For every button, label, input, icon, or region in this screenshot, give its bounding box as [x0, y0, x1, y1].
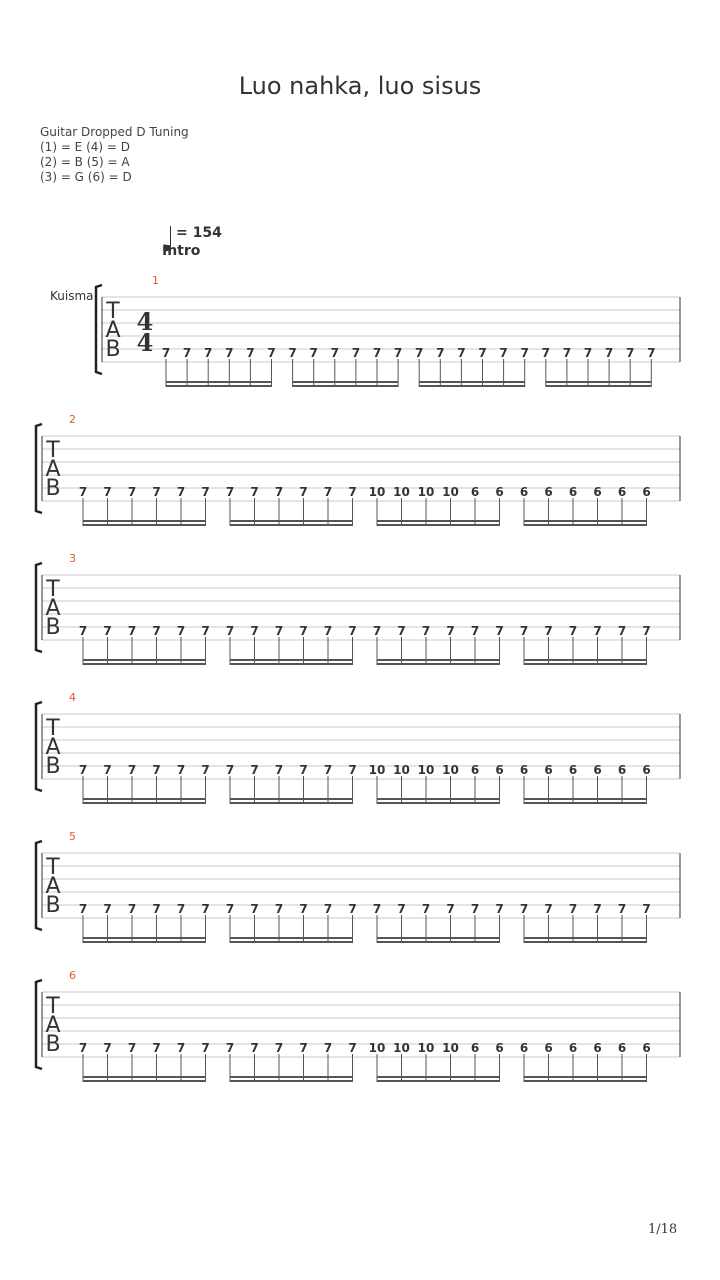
fret-number: 7 [478, 346, 487, 360]
fret-number: 7 [127, 485, 137, 499]
instrument-name: Kuisma [50, 289, 94, 303]
fret-number: 7 [520, 346, 529, 360]
fret-number: 7 [562, 346, 572, 360]
fret-number: 6 [617, 1041, 627, 1055]
fret-number: 7 [246, 346, 255, 360]
fret-number: 6 [495, 485, 504, 499]
system-bracket [36, 841, 42, 930]
fret-number: 7 [446, 902, 455, 916]
fret-number: 6 [544, 485, 553, 499]
fret-number: 6 [617, 763, 627, 777]
tuning-line-3: (3) = G (6) = D [40, 170, 132, 184]
fret-number: 7 [626, 346, 635, 360]
fret-number: 7 [103, 902, 112, 916]
fret-number: 7 [519, 624, 529, 638]
fret-number: 7 [348, 902, 357, 916]
tab-clef-t: T [46, 716, 60, 741]
fret-number: 7 [152, 1041, 161, 1055]
fret-number: 7 [348, 1041, 357, 1055]
fret-number: 7 [274, 763, 284, 777]
fret-number: 7 [78, 485, 88, 499]
tempo-value: = 154 [176, 225, 222, 241]
tab-clef-t: T [46, 577, 60, 602]
fret-number: 7 [568, 902, 578, 916]
fret-number: 7 [604, 346, 614, 360]
fret-number: 7 [642, 902, 651, 916]
fret-number: 7 [152, 902, 161, 916]
fret-number: 7 [225, 346, 234, 360]
time-signature-numerator: 4 [136, 307, 154, 336]
tab-clef-b: B [45, 893, 61, 918]
fret-number: 7 [457, 346, 466, 360]
fret-number: 6 [568, 485, 578, 499]
fret-number: 6 [470, 1041, 480, 1055]
fret-number: 7 [176, 624, 186, 638]
page-number: 1/18 [648, 1222, 678, 1237]
section-marker: Intro [162, 243, 201, 259]
fret-number: 10 [393, 485, 410, 499]
fret-number: 7 [541, 346, 550, 360]
fret-number: 10 [417, 763, 435, 777]
fret-number: 6 [470, 763, 480, 777]
fret-number: 7 [348, 763, 357, 777]
fret-number: 7 [267, 346, 276, 360]
song-title: Luo nahka, luo sisus [238, 72, 482, 100]
measure-number: 6 [69, 969, 76, 982]
fret-number: 6 [519, 485, 529, 499]
fret-number: 6 [470, 485, 480, 499]
fret-number: 7 [372, 624, 382, 638]
fret-number: 7 [415, 346, 424, 360]
fret-number: 7 [103, 1041, 112, 1055]
time-signature-denominator: 4 [136, 328, 154, 357]
fret-number: 6 [642, 1041, 651, 1055]
fret-number: 6 [544, 763, 553, 777]
fret-number: 6 [593, 763, 602, 777]
system-bracket [36, 980, 42, 1069]
fret-number: 7 [78, 1041, 88, 1055]
fret-number: 7 [593, 624, 602, 638]
tab-clef-t: T [46, 855, 60, 880]
fret-number: 7 [593, 902, 602, 916]
fret-number: 7 [393, 346, 403, 360]
fret-number: 7 [470, 624, 480, 638]
fret-number: 7 [299, 902, 308, 916]
fret-number: 7 [176, 1041, 186, 1055]
measure-number: 1 [152, 274, 159, 287]
fret-number: 10 [442, 1041, 459, 1055]
tab-clef-a: A [45, 735, 61, 760]
fret-number: 7 [161, 346, 171, 360]
fret-number: 7 [299, 485, 308, 499]
fret-number: 6 [519, 763, 529, 777]
fret-number: 7 [176, 902, 186, 916]
fret-number: 10 [368, 1041, 386, 1055]
fret-number: 7 [225, 902, 235, 916]
tab-clef-a: A [45, 1013, 61, 1038]
fret-number: 6 [519, 1041, 529, 1055]
fret-number: 7 [351, 346, 361, 360]
fret-number: 6 [593, 1041, 602, 1055]
fret-number: 7 [274, 902, 284, 916]
fret-number: 7 [348, 485, 357, 499]
fret-number: 7 [176, 485, 186, 499]
fret-number: 10 [393, 763, 410, 777]
fret-number: 7 [250, 1041, 259, 1055]
tab-clef-t: T [46, 438, 60, 463]
fret-number: 7 [176, 763, 186, 777]
fret-number: 6 [593, 485, 602, 499]
fret-number: 7 [127, 902, 137, 916]
fret-number: 7 [299, 624, 308, 638]
fret-number: 7 [250, 763, 259, 777]
fret-number: 7 [78, 624, 88, 638]
measure-number: 3 [69, 552, 76, 565]
system-bracket [36, 563, 42, 652]
fret-number: 7 [323, 624, 333, 638]
fret-number: 7 [568, 624, 578, 638]
tab-clef-a: A [105, 318, 121, 343]
fret-number: 7 [127, 1041, 137, 1055]
fret-number: 7 [470, 902, 480, 916]
fret-number: 10 [417, 1041, 435, 1055]
system-bracket [96, 285, 102, 374]
fret-number: 7 [583, 346, 593, 360]
fret-number: 10 [417, 485, 435, 499]
fret-number: 7 [103, 763, 112, 777]
fret-number: 7 [250, 902, 259, 916]
fret-number: 7 [250, 624, 259, 638]
fret-number: 7 [642, 624, 651, 638]
fret-number: 7 [274, 624, 284, 638]
fret-number: 7 [274, 485, 284, 499]
fret-number: 7 [78, 902, 88, 916]
fret-number: 7 [274, 1041, 284, 1055]
fret-number: 7 [288, 346, 297, 360]
fret-number: 7 [201, 763, 210, 777]
fret-number: 7 [446, 624, 455, 638]
fret-number: 7 [250, 485, 259, 499]
tuning-line-1: (1) = E (4) = D [40, 140, 130, 154]
fret-number: 7 [225, 485, 235, 499]
fret-number: 7 [201, 624, 210, 638]
fret-number: 6 [544, 1041, 553, 1055]
fret-number: 7 [421, 902, 431, 916]
fret-number: 7 [519, 902, 529, 916]
fret-number: 7 [397, 902, 406, 916]
tab-clef-a: A [45, 596, 61, 621]
fret-number: 7 [323, 1041, 333, 1055]
fret-number: 6 [495, 1041, 504, 1055]
fret-number: 7 [372, 902, 382, 916]
fret-number: 6 [642, 763, 651, 777]
tab-clef-b: B [45, 615, 61, 640]
fret-number: 7 [152, 485, 161, 499]
fret-number: 7 [201, 902, 210, 916]
fret-number: 7 [421, 624, 431, 638]
tab-clef-a: A [45, 874, 61, 899]
fret-number: 10 [368, 763, 386, 777]
system-bracket [36, 702, 42, 791]
fret-number: 7 [544, 902, 553, 916]
tab-clef-b: B [45, 754, 61, 779]
fret-number: 6 [642, 485, 651, 499]
fret-number: 7 [201, 1041, 210, 1055]
fret-number: 7 [152, 624, 161, 638]
tab-clef-b: B [105, 337, 121, 362]
fret-number: 7 [309, 346, 318, 360]
tab-clef-b: B [45, 1032, 61, 1057]
fret-number: 6 [495, 763, 504, 777]
fret-number: 7 [617, 902, 627, 916]
fret-number: 7 [201, 485, 210, 499]
fret-number: 7 [617, 624, 627, 638]
system-bracket [36, 424, 42, 513]
tab-clef-b: B [45, 476, 61, 501]
tab-clef-t: T [46, 994, 60, 1019]
fret-number: 7 [204, 346, 213, 360]
fret-number: 7 [225, 1041, 235, 1055]
fret-number: 10 [442, 485, 459, 499]
tuning-heading: Guitar Dropped D Tuning [40, 125, 189, 139]
tab-clef-a: A [45, 457, 61, 482]
fret-number: 7 [103, 624, 112, 638]
fret-number: 7 [323, 902, 333, 916]
tab-clef-t: T [106, 299, 120, 324]
fret-number: 7 [225, 763, 235, 777]
fret-number: 7 [436, 346, 445, 360]
fret-number: 7 [152, 763, 161, 777]
fret-number: 7 [78, 763, 88, 777]
fret-number: 7 [127, 763, 137, 777]
fret-number: 10 [368, 485, 386, 499]
fret-number: 7 [127, 624, 137, 638]
fret-number: 7 [544, 624, 553, 638]
measure-number: 2 [69, 413, 76, 426]
measure-number: 4 [69, 691, 76, 704]
fret-number: 7 [299, 1041, 308, 1055]
fret-number: 10 [393, 1041, 410, 1055]
fret-number: 7 [330, 346, 339, 360]
fret-number: 6 [568, 1041, 578, 1055]
fret-number: 7 [323, 485, 333, 499]
fret-number: 7 [323, 763, 333, 777]
fret-number: 7 [495, 902, 504, 916]
fret-number: 7 [499, 346, 508, 360]
fret-number: 7 [372, 346, 382, 360]
tuning-line-2: (2) = B (5) = A [40, 155, 130, 169]
fret-number: 6 [568, 763, 578, 777]
measure-number: 5 [69, 830, 76, 843]
fret-number: 7 [182, 346, 192, 360]
fret-number: 7 [299, 763, 308, 777]
fret-number: 7 [495, 624, 504, 638]
fret-number: 7 [647, 346, 656, 360]
fret-number: 7 [103, 485, 112, 499]
fret-number: 6 [617, 485, 627, 499]
fret-number: 7 [348, 624, 357, 638]
fret-number: 7 [397, 624, 406, 638]
fret-number: 10 [442, 763, 459, 777]
fret-number: 7 [225, 624, 235, 638]
